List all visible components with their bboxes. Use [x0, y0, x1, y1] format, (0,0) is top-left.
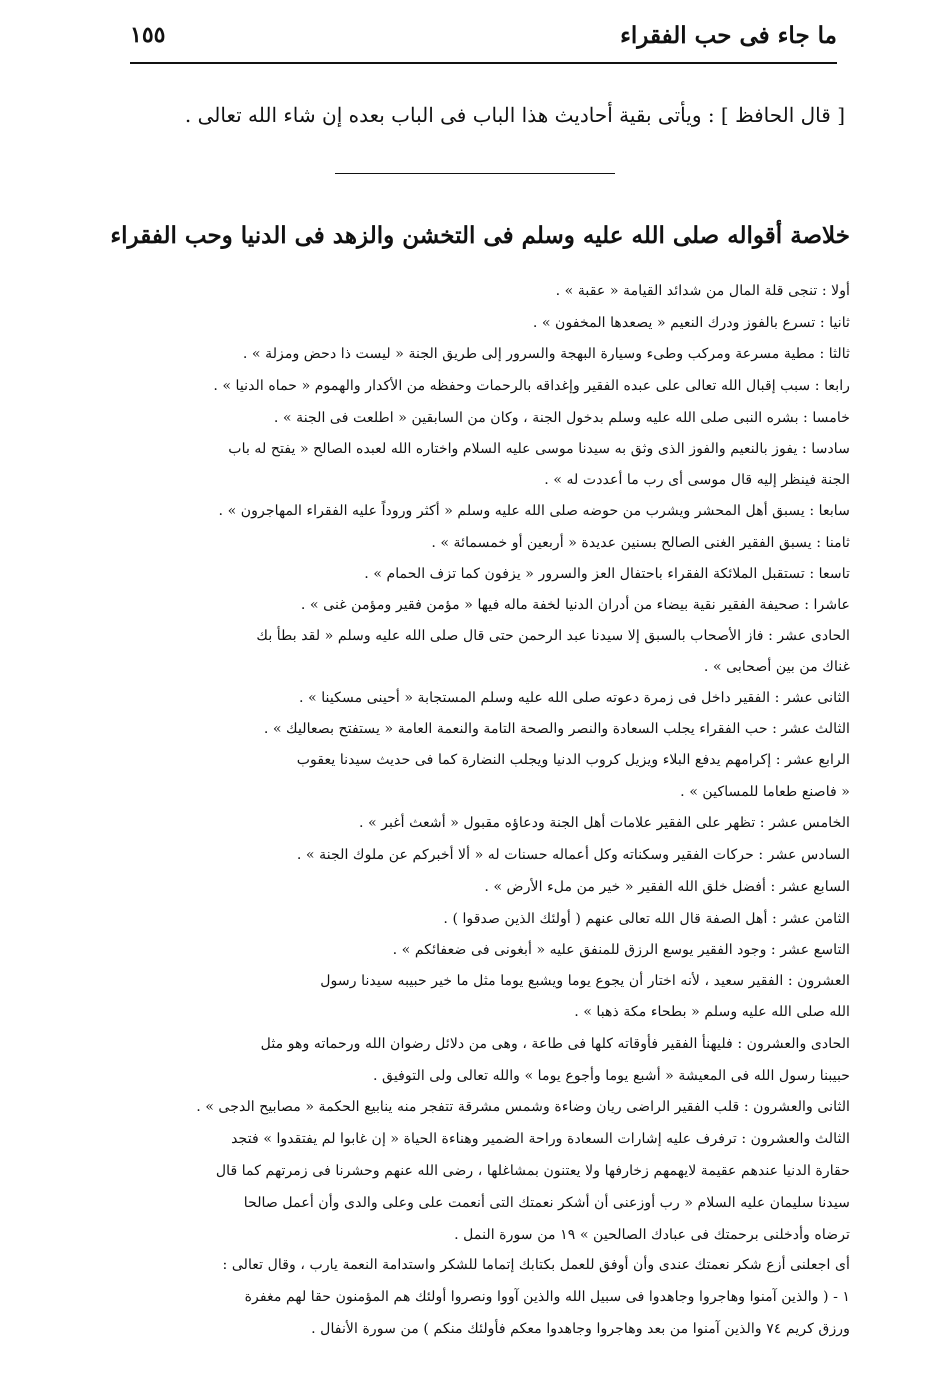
section-heading: خلاصة أقواله صلى الله عليه وسلم فى التخشن والزهد فى الدنيا وحب الفقراء	[110, 222, 850, 249]
text-line: التاسع عشر : وجود الفقير يوسع الرزق للمنفق عليه « أبغونى فى ضعفائكم » .	[392, 942, 850, 958]
page-number: ١٥٥	[130, 22, 166, 48]
text-line: الثالث عشر : حب الفقراء يجلب السعادة والنصر والصحة التامة والنعمة العامة « يستفتح بصعاليك » .	[263, 721, 850, 737]
intro-note: [ قال الحافظ ] : ويأتى بقية أحاديث هذا الباب فى الباب بعده إن شاء الله تعالى .	[184, 103, 845, 127]
text-line: ثالثا : مطية مسرعة ومركب وطىء وسيارة البهجة والسرور إلى طريق الجنة « ليست ذا دحض ومزلة » .	[242, 346, 850, 362]
text-line: ثامنا : يسبق الفقير الغنى الصالح بسنين عديدة « أربعين أو خمسمائة » .	[431, 535, 850, 551]
text-line: حبيبنا رسول الله فى المعيشة « أشبع يوما وأجوع يوما » والله تعالى ولى التوفيق .	[372, 1068, 850, 1084]
text-line: العشرون : الفقير سعيد ، لأنه اختار أن يجوع يوما ويشبع يوما مثل ما خير حبيبه سيدنا رسول	[320, 973, 850, 989]
text-line: ١ - ( والذين آمنوا وهاجروا وجاهدوا فى سبيل الله والذين آووا ونصروا أولئك هم المؤمنون حقا لهم مغفرة	[244, 1289, 850, 1305]
text-line: سيدنا سليمان عليه السلام « رب أوزعنى أن أشكر نعمتك التى أنعمت على وعلى والدى وأن أعمل صالحا	[243, 1195, 850, 1211]
text-line: الرابع عشر : إكرامهم يدفع البلاء ويزيل كروب الدنيا ويجلب النضارة كما فى حديث سيدنا يعقوب	[296, 752, 850, 768]
text-line: الثانى عشر : الفقير داخل فى زمرة دعوته صلى الله عليه وسلم المستجابة « أحينى مسكينا » .	[299, 690, 850, 706]
text-line: الثانى والعشرون : قلب الفقير الراضى ريان وضاءة وشمس مشرقة تتفجر منه ينابيع الحكمة « مصابيح الدجى » .	[196, 1099, 850, 1115]
text-line: عاشرا : صحيفة الفقير نقية بيضاء من أدران الدنيا لخفة ماله فيها « مؤمن فقير ومؤمن غنى » .	[300, 597, 850, 613]
text-line: السابع عشر : أفضل خلق الله الفقير « خير من ملء الأرض » .	[484, 879, 850, 895]
text-line: الحادى والعشرون : فليهنأ الفقير فأوقاته كلها فى طاعة ، وهى من دلائل رضوان الله ورحماته وهو مثل	[260, 1036, 850, 1052]
text-line: حقارة الدنيا عندهم عقيمة لايهمهم زخارفها ولا يعتنون بمشاغلها ، رضى الله عنهم وحشرنا فى زمرتهم كما قال	[215, 1163, 850, 1179]
text-line: الخامس عشر : تظهر على الفقير علامات أهل الجنة ودعاؤه مقبول « أشعث أغبر » .	[358, 815, 850, 831]
header-title: ما جاء فى حب الفقراء	[620, 22, 837, 49]
text-line: ورزق كريم ٧٤ والذين آمنوا من بعد وهاجروا وجاهدوا معكم فأولئك منكم ) من سورة الأنفال .	[311, 1321, 850, 1337]
text-line: الجنة فينظر إليه قال موسى أى رب ما أعددت له » .	[544, 472, 850, 488]
text-line: السادس عشر : حركات الفقير وسكناته وكل أعماله حسنات له « ألا أخبركم عن ملوك الجنة » .	[296, 847, 850, 863]
text-line: « فاصنع طعاما للمساكين » .	[680, 784, 850, 800]
text-line: الله صلى الله عليه وسلم « بطحاء مكة ذهبا » .	[574, 1004, 850, 1020]
text-line: أولا : تنجى قلة المال من شدائد القيامة « عقبة » .	[555, 283, 850, 299]
header-rule	[130, 62, 837, 64]
text-line: خامسا : بشره النبى صلى الله عليه وسلم بدخول الجنة ، وكان من السابقين « اطلعت فى الجنة » .	[273, 410, 850, 426]
text-line: رابعا : سبب إقبال الله تعالى على عبده الفقير وإغداقه بالرحمات وحفظه من الأكدار والهموم « حماه الدنيا » .	[213, 378, 850, 394]
text-line: الثالث والعشرون : ترفرف عليه إشارات السعادة وراحة الضمير وهناءة الحياة « إن غابوا لم يفتقدوا » فتجد	[231, 1131, 850, 1147]
text-line: ترضاه وأدخلنى برحمتك فى عبادك الصالحين » ١٩ من سورة النمل .	[454, 1227, 850, 1243]
text-line: سادسا : يفوز بالنعيم والفوز الذى وثق به سيدنا موسى عليه السلام واختاره الله لعبده الصالح « يفتح له باب	[228, 441, 850, 457]
text-line: تاسعا : تستقبل الملائكة الفقراء باحتفال العز والسرور « يزفون كما تزف الحمام » .	[364, 566, 850, 582]
text-line: ثانيا : تسرع بالفوز ودرك النعيم « يصعدها المخفون » .	[532, 315, 850, 331]
text-line: الثامن عشر : أهل الصفة قال الله تعالى عنهم ( أولئك الذين صدقوا ) .	[443, 911, 850, 927]
separator-rule	[335, 173, 615, 174]
text-line: أى اجعلنى أزع شكر نعمتك عندى وأن أوفق للعمل بكتابك إتماما للشكر واستدامة النعمة يارب ، وقال تعالى :	[222, 1257, 850, 1273]
text-line: الحادى عشر : فاز الأصحاب بالسبق إلا سيدنا عبد الرحمن حتى قال صلى الله عليه وسلم « لقد بطأ بك	[256, 628, 850, 644]
running-header	[130, 22, 837, 54]
text-line: غناك من بين أصحابى » .	[703, 659, 850, 675]
text-line: سابعا : يسبق أهل المحشر ويشرب من حوضه صلى الله عليه وسلم « أكثر وروداً عليه الفقراء المهاجرون » .	[218, 503, 850, 519]
